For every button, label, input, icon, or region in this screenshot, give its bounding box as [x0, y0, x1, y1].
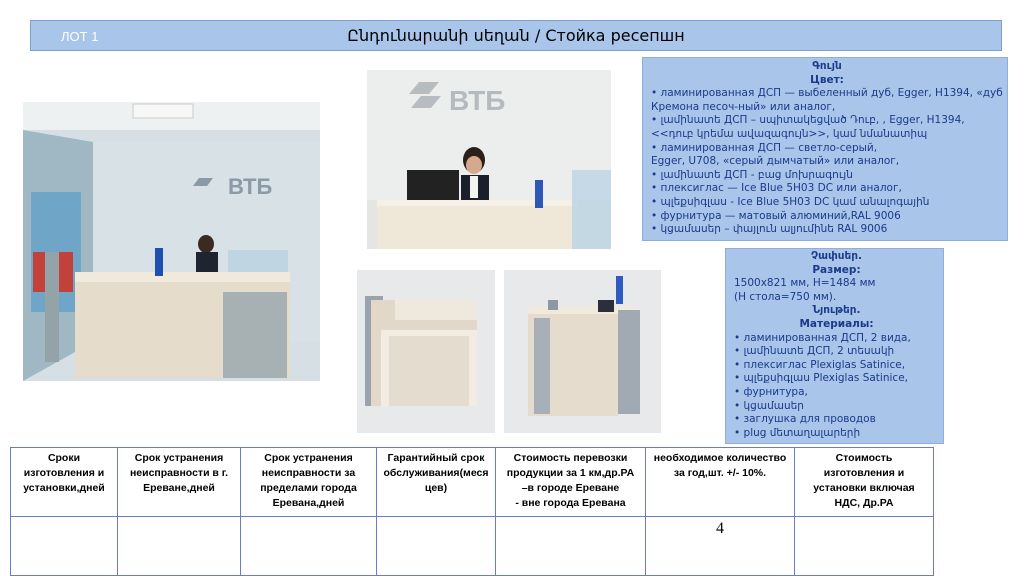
size-line: (H стола=750 мм). [734, 290, 837, 303]
receptionist-photo [367, 70, 611, 249]
material-line: • ламинированная ДСП, 2 вида, [734, 331, 911, 344]
header-cell-transport-cost: Стоимость перевозки продукции за 1 км,др.РА –в городе Ереване - вне города Еревана [496, 448, 646, 517]
materials-heading-ru: Материалы: [799, 317, 874, 330]
header-cell-quantity: необходимое количество за год,шт. +/- 10%. [646, 448, 795, 517]
table-cell[interactable] [795, 517, 934, 576]
color-line: • կցամասեր – փայլուն ալյումինե RAL 9006 [651, 223, 888, 236]
header-cell-repair-yerevan: Срок устранения неисправности в г. Ереване,дней [118, 448, 241, 517]
table-header-row [11, 448, 934, 517]
color-line: • պլեքսիգլաս - Ice Blue 5H03 DC կամ անալոգային [651, 195, 930, 208]
table-cell[interactable] [496, 517, 646, 576]
material-line: • заглушка для проводов [734, 413, 876, 426]
color-heading-am: Գույն [812, 60, 842, 72]
lot-label: ЛОТ 1 [61, 29, 99, 44]
color-line: • ламинированная ДСП — светло-серый, [651, 141, 878, 154]
color-line: Egger, U708, «серый дымчатый» или аналог, [651, 155, 900, 168]
brand-logo-top: ВТБ [449, 85, 506, 116]
size-heading-ru: Размер: [812, 263, 861, 276]
color-spec-box [642, 57, 1008, 241]
table-cell[interactable] [11, 517, 118, 576]
size-line: 1500x821 мм, H=1484 мм [734, 277, 876, 290]
dimensions-spec-box [725, 248, 944, 444]
color-line: Кремона песоч-ный» или аналог, [651, 100, 836, 113]
table-cell[interactable] [118, 517, 241, 576]
pricing-table [10, 447, 934, 576]
material-line: • plug մետաղալարերի [734, 426, 861, 439]
color-line: • фурнитура — матовый алюминий,RAL 9006 [651, 209, 901, 222]
header-cell-total-cost: Стоимость изготовления и установки включая НДС, Др.РА [795, 448, 934, 517]
header-bar [30, 20, 1002, 51]
size-heading-am: Չափսեր. [811, 250, 862, 262]
color-line: • լամինատե ДСП – սպիտակեցված Դուբ, , Egger, H1394, [651, 114, 965, 127]
page-number: 4 [716, 520, 724, 537]
material-line: • կցամասեր [734, 399, 804, 412]
table-cell[interactable] [377, 517, 496, 576]
material-line: • պլեքսիգլաս Plexiglas Satinice, [734, 372, 908, 385]
desk-render-back [504, 270, 661, 433]
color-line: • ламинированная ДСП — выбеленный дуб, Egger, H1394, «дуб [651, 87, 1003, 100]
material-line: • фурнитура, [734, 385, 808, 398]
table-row [11, 517, 934, 576]
header-cell-repair-outside: Срок устранения неисправности за пределами города Еревана,дней [241, 448, 377, 517]
header-cell-warranty: Гарантийный срок обслуживания(меся цев) [377, 448, 496, 517]
materials-heading-am: Նյութեր. [812, 304, 861, 317]
reception-photo [23, 102, 320, 381]
color-line: • плексиглас — Ice Blue 5H03 DC или аналог, [651, 182, 902, 195]
material-line: • լամինատե ДСП, 2 տեսակի [734, 345, 895, 358]
color-line: • լամինատե ДСП - բաց մոխրագույն [651, 168, 853, 181]
brand-logo-left: ВТБ [228, 174, 273, 199]
table-cell[interactable] [241, 517, 377, 576]
header-cell-production-time: Сроки изготовления и установки,дней [11, 448, 118, 517]
desk-render-front [357, 270, 495, 433]
material-line: • плексиглас Plexiglas Satinice, [734, 358, 906, 371]
color-heading-ru: Цвет: [810, 73, 844, 86]
page-title: Ընդունարանի սեղան / Стойка ресепшн [347, 26, 685, 45]
color-line: <<դուբ կրեմա ավազագույն>>, կամ նմանատիպ [651, 127, 928, 140]
